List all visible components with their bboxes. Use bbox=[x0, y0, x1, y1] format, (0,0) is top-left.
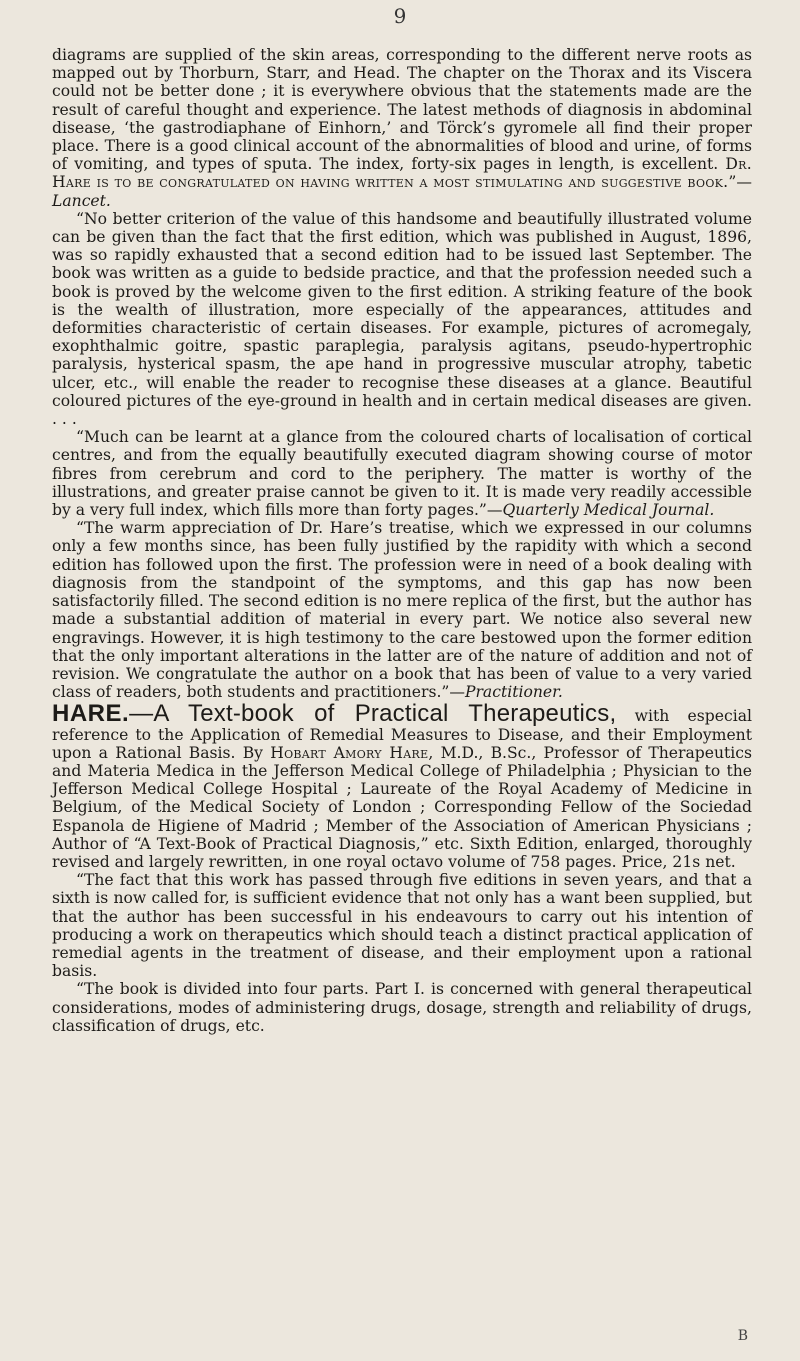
entry-author-full: Hobart Amory Hare bbox=[270, 743, 429, 762]
entry-credentials: , M.D., B.Sc., Professor of Therapeutics and Materia Medica in the Jefferson Medical College of Philadelphia ; Physician to the Jefferson Medical College Hospital ; Laureate of the Royal Academy of Medicine in Belgium, of the Medical Society of London ; Corresponding Fellow of the Sociedad Espanola de Higiene of Madrid ; Member of the Association of American Physicians ; Author of “A Text-Book of Practical Diagnosis,” etc. Sixth Edition, enlarged, thoroughly revised and largely rewritten, in one royal octavo volume of 758 pages. Price, 21s net. bbox=[52, 743, 752, 871]
page-number: 9 bbox=[393, 4, 407, 28]
review-lancet-highlight: Dr. Hare is to be congratulated on having written a most stimulating and suggestive book. bbox=[52, 155, 752, 192]
review-quarterly-para2-text: “Much can be learnt at a glance from the coloured charts of localisation of cortical centres, and from the equally beautifully executed diagram showing course of motor fibres from cerebrum and cord to the periphery. The matter is worthy of the illustrations, and greater praise cannot be given to it. It is made very readily accessible by a very full index, which fills more than forty pages.”— bbox=[52, 428, 752, 520]
review-lancet-source: Lancet. bbox=[52, 191, 111, 210]
review-practitioner-source: Practitioner. bbox=[464, 683, 563, 702]
entry-book-title: A Text-book of Practical Therapeutics, bbox=[153, 700, 617, 728]
review-lancet bbox=[52, 46, 752, 210]
signature-mark bbox=[0, 1328, 800, 1344]
entry-author: HARE. bbox=[52, 700, 130, 728]
signature-mark-text: B bbox=[737, 1328, 748, 1344]
entry-subtitle: with especial reference to the Application of Remedial Measures to Disease, and their Employment upon a Rational Basis. By bbox=[52, 707, 752, 762]
page-body bbox=[52, 46, 752, 1035]
book-entry-heading bbox=[52, 700, 752, 871]
review-quarterly-para1: “No better criterion of the value of this handsome and beautifully illustrated volume can be given than the fact that the first edition, which was published in August, 1896, was so rapidly exhausted that a second edition had to be issued last September. The book was written as a guide to bedside practice, and that the profession needed such a book is proved by the welcome given to the first edition. A striking feature of the book is the wealth of illustration, more especially of the appearances, attitudes and deformities characteristic of certain diseases. For example, pictures of acromegaly, exophthalmic goitre, spastic paraplegia, paralysis agitans, pseudo-hypertrophic paralysis, hysterical spasm, the ape hand in progressive muscular atrophy, tabetic ulcer, etc., will enable the reader to recognise these diseases at a glance. Beautiful coloured pictures of the eye-ground in health and in certain medical diseases are given. . . . bbox=[52, 209, 752, 429]
review-lancet-text: diagrams are supplied of the skin areas, corresponding to the different nerve roots as mapped out by Thorburn, Starr, and Head. The chapter on the Thorax and its Viscera could not be better done ; it is everywhere obvious that the statements made are the result of careful thought and experience. The latest methods of diagnosis in abdominal disease, ‘the gastrodiaphane of Einhorn,’ and Törck’s gyromele all find their proper place. There is a good clinical account of the abnormalities of blood and urine, of forms of vomiting, and types of sputa. The index, forty-six pages in length, is excellent. bbox=[52, 46, 752, 174]
entry-review-b: “The book is divided into four parts. Part I. is concerned with general therapeutical considerations, modes of administering drugs, dosage, strength and reliability of drugs, classification of drugs, etc. bbox=[52, 980, 752, 1035]
review-practitioner-text: “The warm appreciation of Dr. Hare’s treatise, which we expressed in our columns only a few months since, has been fully justified by the rapidity with which a second edition has followed upon the first. The profession were in need of a book dealing with diagnosis from the standpoint of the symptoms, and this gap has now been satisfactorily filled. The second edition is no mere replica of the first, but the author has made a substantial addition of material in every part. We notice also several new engravings. However, it is high testimony to the care bestowed upon the former edition that the only important alterations in the latter are of the nature of addition and not of revision. We congratulate the author on a book that has been of value to a very varied class of readers, both students and practitioners.”— bbox=[52, 519, 752, 702]
entry-review-a: “The fact that this work has passed through five editions in seven years, and that a sixth is now called for, is sufficient evidence that not only has a want been supplied, but that the author has been successful in his endeavours to carry out his intention of producing a work on therapeutics which should teach a distinct practical application of remedial agents in the treatment of disease, and their employment upon a rational basis. bbox=[52, 871, 752, 981]
review-practitioner bbox=[52, 519, 752, 701]
review-quarterly-para2 bbox=[52, 428, 752, 519]
review-quarterly-source: Quarterly Medical Journal. bbox=[502, 501, 715, 520]
quote-close: ”— bbox=[728, 173, 752, 192]
entry-dash: — bbox=[129, 700, 154, 728]
